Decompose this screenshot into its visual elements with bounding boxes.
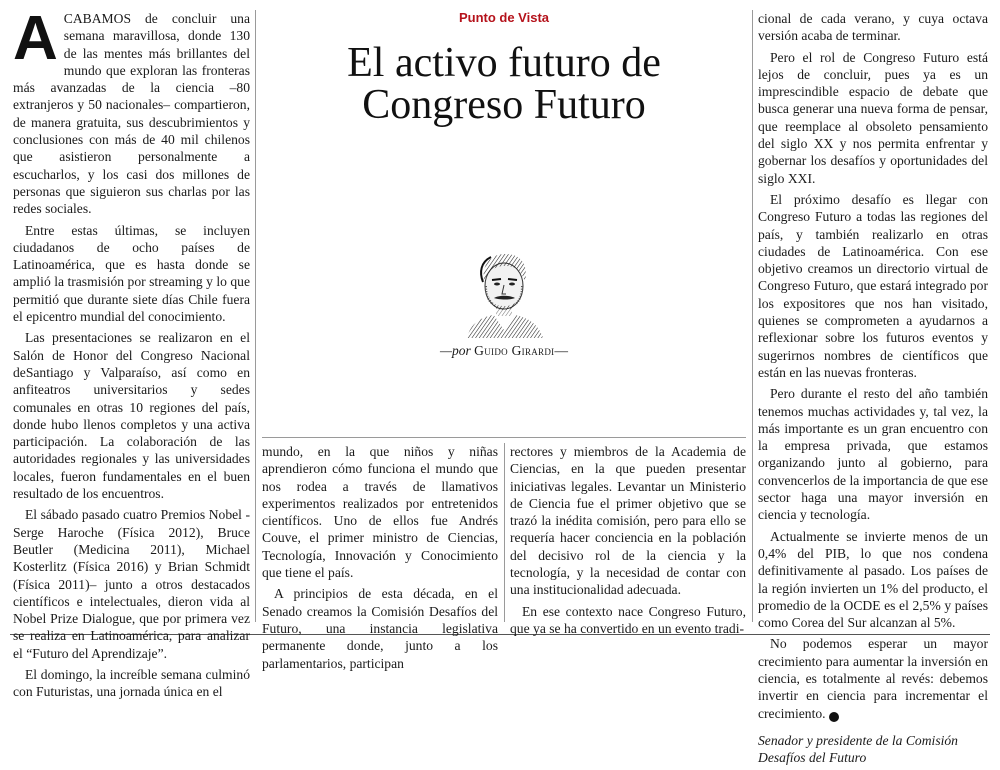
article-column-3	[510, 443, 746, 641]
article-column-2	[262, 443, 498, 676]
paragraph: En ese contexto nace Congreso Futuro, que ya se ha convertido en un evento tradi-	[510, 603, 746, 636]
paragraph: Actualmente se invierte menos de un 0,4% del PIB, lo que nos condena definitivamente al pasado. Los países de la región invierten un 1% del producto, el promedio de la OCDE es el 2,5% y países como Corea del Sur alcanzan al 5%.	[758, 528, 988, 631]
paragraph: El sábado pasado cuatro Premios Nobel - Serge Haroche (Física 2012), Bruce Beutler (Medicina 2011), Michael Kosterlitz (Física 2016) y Brian Schmidt (Física 2011)– junto a otros destacados científicos e intelectuales, dieron vida al Nobel Prize Dialogue, que por primera vez se realiza en Latinoamérica, para analizar el “Futuro del Aprendizaje”.	[13, 507, 250, 661]
column-rule	[752, 10, 753, 622]
paragraph: El domingo, la increíble semana culminó con Futuristas, una jornada única en el	[13, 666, 250, 700]
byline-dash: —	[554, 343, 568, 358]
paragraph: Entre estas últimas, se incluyen ciudadanos de ocho países de Latinoamérica, que es hasta donde se amplió la trasmisión por streaming y lo que permitió que durante siete días Chile fuera el epicentro mundial del conocimiento.	[13, 222, 250, 325]
article-column-4	[758, 10, 988, 770]
paragraph: Pero el rol de Congreso Futuro está lejos de concluir, pues ya es un imprescindible espacio de debate que busca generar una nueva forma de pensar, que reemplace al obsoleto pensamiento del siglo XX y nos permita enfrentar y gobernar los desafíos y oportunidades del siglo XXI.	[758, 49, 988, 186]
byline-prefix: —por	[440, 343, 471, 358]
final-paragraph: No podemos esperar un mayor crecimiento para aumentar la inversión en ciencia, es totalmente al revés: debemos invertir en ciencia para incrementar el crecimiento. P	[758, 636, 988, 721]
lead-paragraph: ACABAMOS de concluir una semana maravillosa, donde 130 de las mentes más brillantes del mundo que exploran las fronteras más avanzadas de la ciencia –80 extranjeros y 50 nacionales– compartieron, de manera gratuita, sus descubrimientos y conclusiones con más de 40 mil chilenos que asistieron personalmente a escucharlos, y los casi dos millones de personas que siguieron sus charlas por las redes sociales.	[13, 4, 250, 217]
column-rule	[504, 443, 505, 622]
paragraph: A principios de esta década, en el Senado creamos la Comisión Desafíos del Futuro, una instancia legislativa permanente donde, junto a los parlamentarios, participan	[262, 586, 498, 671]
headline: El activo futuro de Congreso Futuro	[347, 40, 661, 128]
author-name: Guido Girardi	[474, 343, 555, 358]
author-signoff: Senador y presidente de la Comisión Desafíos del Futuro	[758, 732, 958, 766]
column-rule	[255, 10, 256, 622]
drop-cap: A	[13, 4, 58, 73]
section-label: Punto de Vista	[458, 10, 550, 25]
paragraph: cional de cada verano, y cuya octava versión acaba de terminar.	[758, 11, 988, 44]
portrait-illustration	[459, 246, 549, 338]
article-column-1	[13, 4, 250, 705]
horizontal-rule	[262, 437, 746, 438]
paragraph: rectores y miembros de la Academia de Ciencias, en la que pueden presentar iniciativas legales. Levantar un Ministerio de Ciencia fue el primer objetivo que se trazó la inédita comisión, pero para ello se requería hacer conciencia en la población del decisivo rol de la ciencia y la tecnología, y la necesidad de contar con una institucionalidad adecuada.	[510, 444, 746, 598]
paragraph: Las presentaciones se realizaron en el Salón de Honor del Congreso Nacional deSantiago y Valparaíso, así como en anfiteatros universitarios y sedes comunales en otras 10 regiones del país, donde hubo llenos completos y una activa participación. La colaboración de las autoridades regionales y las universidades locales, fueron fundamentales en el buen resultado de los encuentros.	[13, 330, 250, 502]
paragraph: El próximo desafío es llegar con Congreso Futuro a todas las regiones del país, y también realizarlo en otras ciudades de Latinoamérica. Con ese objetivo creamos un directorio virtual de Congreso Futuro, que estará integrado por los expositores que nos han visitado, quienes se comprometen a ayudarnos a reflexionar sobre los futuros eventos y sugerirnos nombres de científicos que están en las nuevas fronteras.	[758, 191, 988, 380]
byline	[262, 343, 746, 359]
end-mark-icon: P	[829, 712, 839, 722]
paragraph: Pero durante el resto del año también tenemos muchas actividades y, tal vez, la más importante es un gran encuentro con la empresa privada, que estamos organizando junto al gobierno, para convencerlos de la importancia de que ese sector haga una mayor inversión en ciencia y tecnología.	[758, 386, 988, 523]
paragraph: mundo, en la que niños y niñas aprendieron cómo funciona el mundo que nos rodea a través de llamativos experimentos realizados por entretenidos científicos. Uno de ellos fue Andrés Couve, el primer ministro de Ciencias, Tecnología, Innovación y Conocimiento que tiene el país.	[262, 444, 498, 581]
